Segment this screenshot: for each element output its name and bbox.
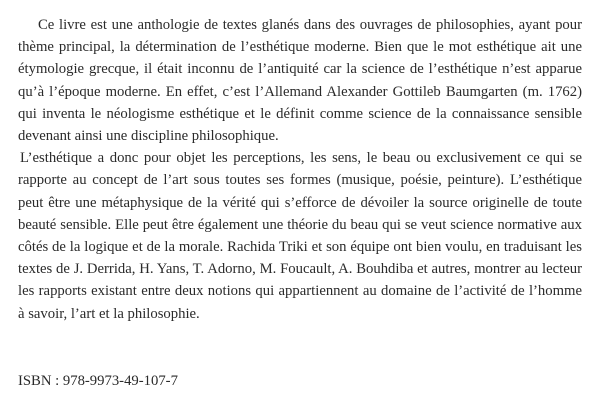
paragraph-aesthetics: L’esthétique a donc pour objet les perceptions, les sens, le beau ou exclusivement ce qui se rapporte au concept de l’art sous toutes ses formes (musique, poésie, peinture). L’esthétique peut être une métaphysique de la vérité qui s’efforce de dévoiler la source originelle de toute beauté sensible. Elle peut être également une théorie du beau qui se veut science normative aux côtés de la logique et de la morale. Rachida Triki et son équipe ont bien voulu, en traduisant les textes de J. Derrida, H. Yans, T. Adorno, M. Foucault, A. Bouhdiba et autres, montrer au lecteur les rapports existant entre deux notions qui appartiennent au domaine de l’activité de l’homme à savoir, l’art et la philosophie. <box>18 150 582 322</box>
isbn-number: ISBN : 978-9973-49-107-7 <box>18 373 178 389</box>
paragraph-intro: Ce livre est une anthologie de textes glanés dans des ouvrages de philosophies, ayant pour thème principal, la détermination de l’esthétique moderne. Bien que le mot esthétique ait une étymologie grecque, il était inconnu de l’antiquité car la science de l’esthétique n’est apparue qu’à l’époque moderne. En effet, c’est l’Allemand Alexander Gottileb Baumgarten (m. 1762) qui inventa le néologisme esthétique et le définit comme science de la connaissance sensible devenant ainsi une discipline philosophique. <box>18 17 582 145</box>
back-cover-text <box>18 14 582 325</box>
